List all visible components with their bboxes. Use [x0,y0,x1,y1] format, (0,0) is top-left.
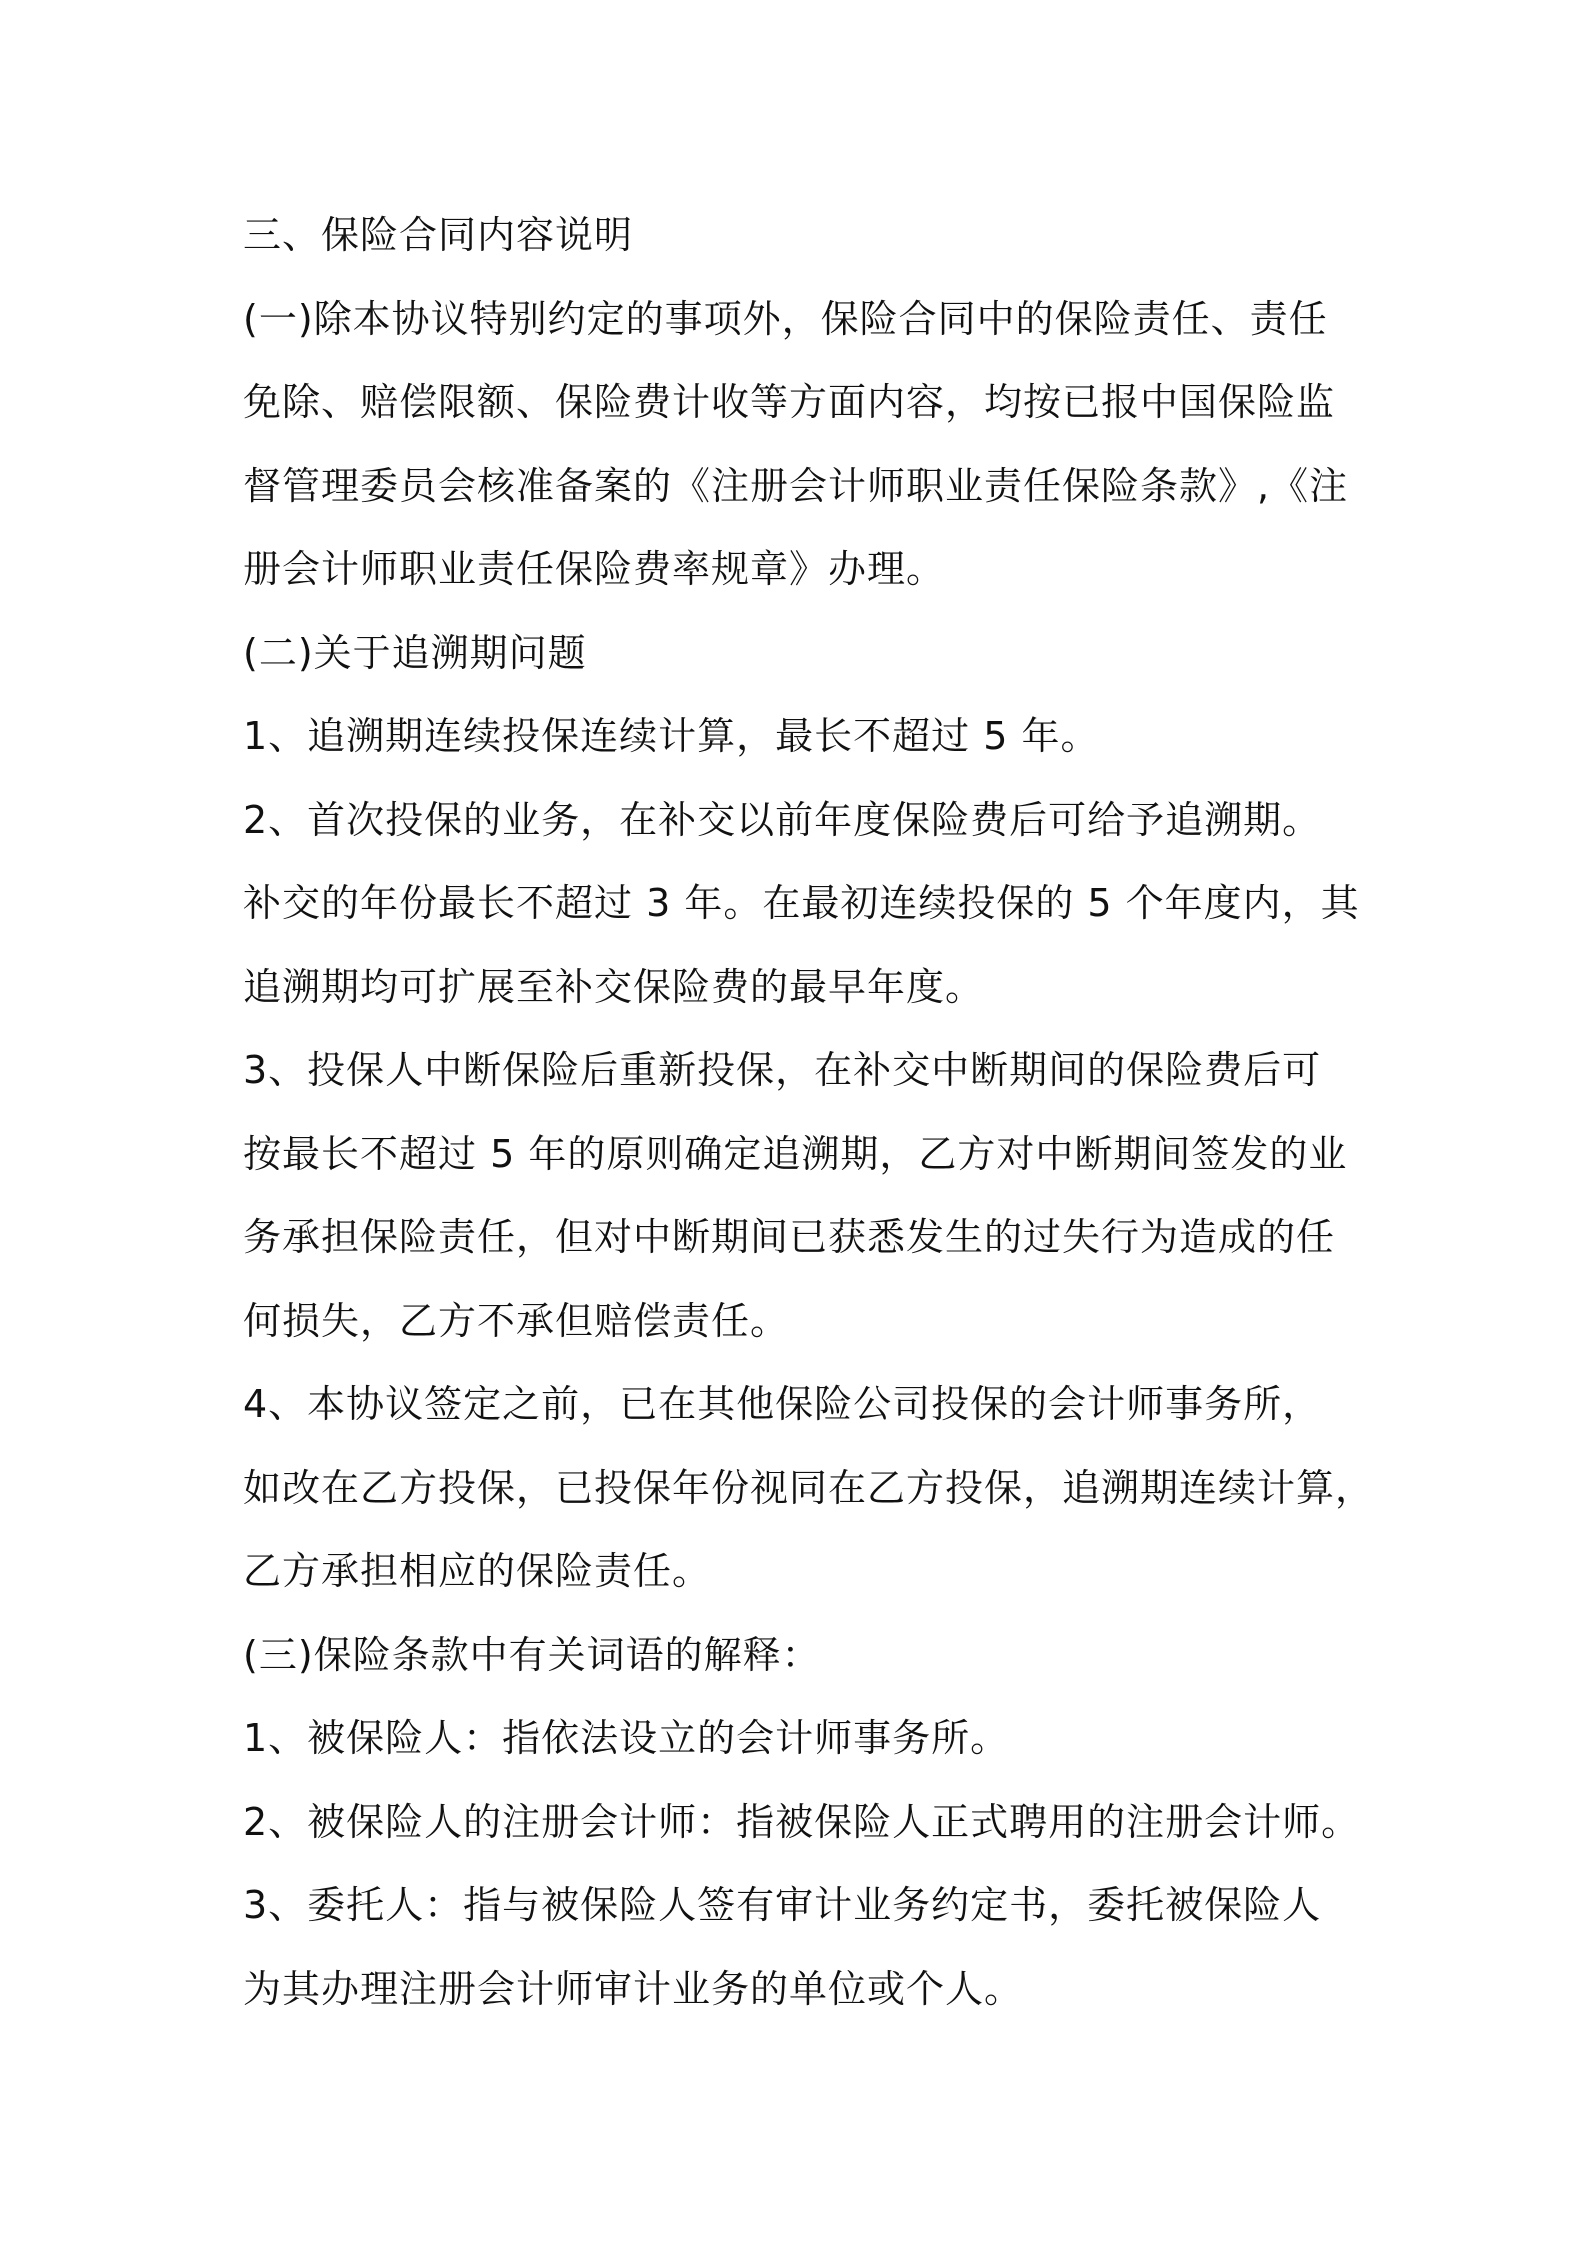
section-heading: 三、保险合同内容说明 [243,213,634,257]
paragraph-line: 免除、赔偿限额、保险费计收等方面内容，均按已报中国保险监 [243,380,1336,424]
paragraph-line: (一)除本协议特别约定的事项外，保险合同中的保险责任、责任 [243,296,1328,341]
list-item: 3、投保人中断保险后重新投保，在补交中断期间的保险费后可 [243,1048,1322,1092]
list-item: 2、被保险人的注册会计师：指被保险人正式聘用的注册会计师。 [243,1799,1361,1844]
paragraph-line: 务承担保险责任，但对中断期间已获悉发生的过失行为造成的任 [243,1215,1336,1259]
document-body [243,194,1375,2031]
paragraph-line: 督管理委员会核准备案的《注册会计师职业责任保险条款》,《注 [243,463,1349,508]
paragraph-line: 为其办理注册会计师审计业务的单位或个人。 [243,1966,1024,2011]
paragraph-line: 何损失，乙方不承但赔偿责任。 [243,1298,790,1343]
paragraph-line: 补交的年份最长不超过 3 年。在最初连续投保的 5 个年度内，其 [243,881,1360,925]
list-item: 3、委托人：指与被保险人签有审计业务约定书，委托被保险人 [243,1883,1322,1927]
list-item: 1、被保险人：指依法设立的会计师事务所。 [243,1716,1010,1760]
subsection-heading: (三)保险条款中有关词语的解释： [243,1632,821,1677]
paragraph-line: 册会计师职业责任保险费率规章》办理。 [243,547,946,591]
paragraph-line: 追溯期均可扩展至补交保险费的最早年度。 [243,964,985,1009]
list-item: 1、追溯期连续投保连续计算，最长不超过 5 年。 [243,714,1100,758]
list-item: 2、首次投保的业务，在补交以前年度保险费后可给予追溯期。 [243,797,1322,842]
paragraph-line: 如改在乙方投保，已投保年份视同在乙方投保，追溯期连续计算， [243,1465,1375,1510]
paragraph-line: 乙方承担相应的保险责任。 [243,1549,712,1593]
list-item: 4、本协议签定之前，已在其他保险公司投保的会计师事务所， [243,1382,1322,1426]
paragraph-line: 按最长不超过 5 年的原则确定追溯期，乙方对中断期间签发的业 [243,1131,1348,1176]
subsection-heading: (二)关于追溯期问题 [243,630,587,675]
